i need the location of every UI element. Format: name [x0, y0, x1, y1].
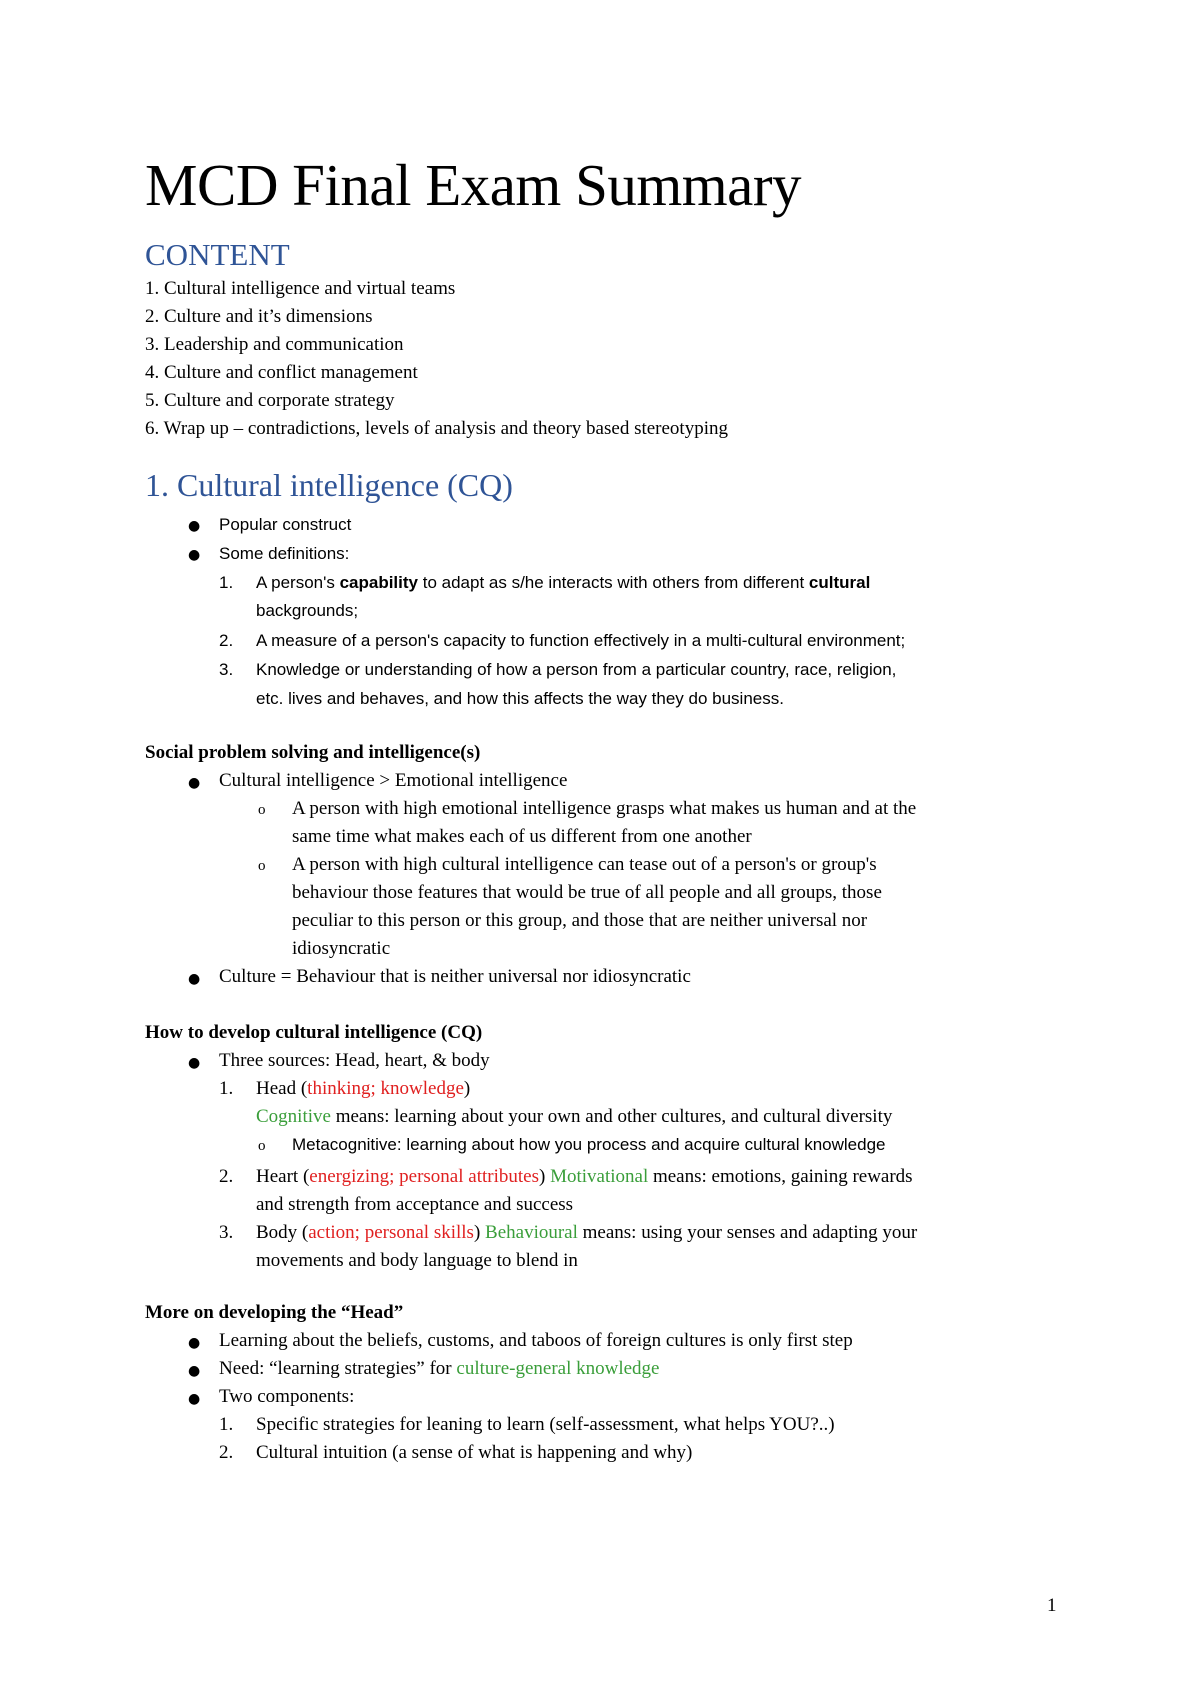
- head-source: Head (thinking; knowledge): [256, 1078, 471, 1099]
- bullet-icon: ●: [188, 1363, 201, 1379]
- def3-number: 3.: [219, 660, 234, 679]
- heart-number: 2.: [219, 1166, 234, 1187]
- def2-number: 2.: [219, 631, 234, 650]
- definition-2: A measure of a person's capacity to function effectively in a multi-cultural environment;: [256, 631, 906, 650]
- heart-source-cont: and strength from acceptance and success: [256, 1194, 574, 1215]
- circle-bullet-icon: o: [258, 1138, 266, 1154]
- social-sub-1-cont: same time what makes each of us different from one another: [292, 826, 752, 847]
- page-title: MCD Final Exam Summary: [145, 152, 802, 218]
- bullet-icon: ●: [188, 1055, 201, 1071]
- social-sub-2-cont1: behaviour those features that would be true of all people and all groups, those: [292, 882, 882, 903]
- bullet-icon: ●: [188, 518, 201, 534]
- head-number: 1.: [219, 1078, 234, 1099]
- social-sub-2-cont3: idiosyncratic: [292, 938, 391, 959]
- component-1: Specific strategies for leaning to learn (self-assessment, what helps YOU?..): [256, 1414, 835, 1435]
- cognitive-line: Cognitive means: learning about your own and other cultures, and cultural diversity: [256, 1106, 893, 1127]
- head-more-bullet-1: Learning about the beliefs, customs, and taboos of foreign cultures is only first step: [219, 1330, 853, 1351]
- metacognitive-line: Metacognitive: learning about how you process and acquire cultural knowledge: [292, 1135, 886, 1154]
- toc-item-6: 6. Wrap up – contradictions, levels of analysis and theory based stereotyping: [145, 418, 728, 439]
- toc-item-3: 3. Leadership and communication: [145, 334, 404, 355]
- develop-heading: How to develop cultural intelligence (CQ): [145, 1022, 483, 1043]
- body-number: 3.: [219, 1222, 234, 1243]
- cq-popular: Popular construct: [219, 515, 352, 534]
- toc-item-4: 4. Culture and conflict management: [145, 362, 418, 383]
- heart-source: Heart (energizing; personal attributes) Motivational means: emotions, gaining rewards: [256, 1166, 913, 1187]
- section1-heading: 1. Cultural intelligence (CQ): [145, 467, 513, 503]
- head-more-bullet-2: Need: “learning strategies” for culture-general knowledge: [219, 1358, 660, 1379]
- content-heading: CONTENT: [145, 237, 290, 272]
- cq-definitions: Some definitions:: [219, 544, 350, 563]
- social-sub-2: A person with high cultural intelligence can tease out of a person's or group's: [292, 854, 877, 875]
- social-bullet-2: Culture = Behaviour that is neither universal nor idiosyncratic: [219, 966, 691, 987]
- bullet-icon: ●: [188, 1391, 201, 1407]
- social-heading: Social problem solving and intelligence(s): [145, 742, 481, 763]
- body-source-cont: movements and body language to blend in: [256, 1250, 578, 1271]
- circle-bullet-icon: o: [258, 802, 266, 818]
- social-sub-1: A person with high emotional intelligence grasps what makes us human and at the: [292, 798, 917, 819]
- definition-1: A person's capability to adapt as s/he interacts with others from different cultural: [256, 573, 871, 592]
- head-more-heading: More on developing the “Head”: [145, 1302, 404, 1323]
- circle-bullet-icon: o: [258, 858, 266, 874]
- bullet-icon: ●: [188, 775, 201, 791]
- social-bullet-1: Cultural intelligence > Emotional intelligence: [219, 770, 568, 791]
- head-more-bullet-3: Two components:: [219, 1386, 355, 1407]
- definition-3: Knowledge or understanding of how a person from a particular country, race, religion,: [256, 660, 897, 679]
- definition-1-cont: backgrounds;: [256, 601, 359, 620]
- definition-3-cont: etc. lives and behaves, and how this affects the way they do business.: [256, 689, 784, 708]
- bullet-icon: ●: [188, 1335, 201, 1351]
- bullet-icon: ●: [188, 971, 201, 987]
- develop-bullet-1: Three sources: Head, heart, & body: [219, 1050, 490, 1071]
- def1-number: 1.: [219, 573, 234, 592]
- toc-item-1: 1. Cultural intelligence and virtual teams: [145, 278, 456, 299]
- toc-item-5: 5. Culture and corporate strategy: [145, 390, 395, 411]
- body-source: Body (action; personal skills) Behavioural means: using your senses and adapting your: [256, 1222, 918, 1243]
- component-2-number: 2.: [219, 1442, 234, 1463]
- component-1-number: 1.: [219, 1414, 234, 1435]
- toc-item-2: 2. Culture and it’s dimensions: [145, 306, 373, 327]
- social-sub-2-cont2: peculiar to this person or this group, and those that are neither universal nor: [292, 910, 868, 931]
- component-2: Cultural intuition (a sense of what is happening and why): [256, 1442, 693, 1463]
- page-number: 1: [1047, 1595, 1057, 1616]
- bullet-icon: ●: [188, 547, 201, 563]
